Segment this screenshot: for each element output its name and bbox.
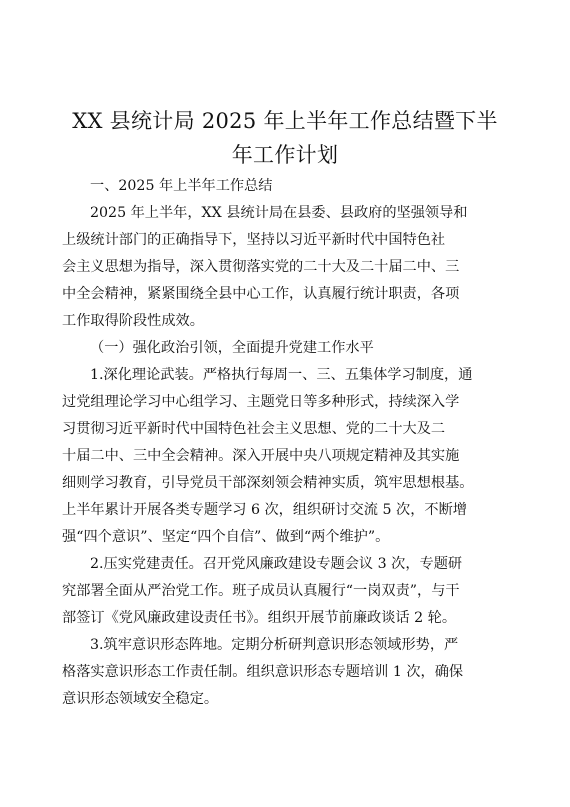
paragraph-line: 十届二中、三中全会精神。深入开展中央八项规定精神及其实施 — [62, 448, 460, 464]
paragraph-line: 会主义思想为指导，深入贯彻落实党的二十大及二十届二中、三 — [62, 259, 460, 275]
paragraph-line: 上半年累计开展各类专题学习 6 次，组织研讨交流 5 次，不断增 — [62, 502, 467, 518]
paragraph-line: 1.深化理论武装。严格执行每周一、三、五集体学习制度，通 — [90, 367, 473, 383]
section-heading-1: 一、2025 年上半年工作总结 — [90, 178, 273, 194]
title-line-1: XX 县统计局 2025 年上半年工作总结暨下半 — [72, 109, 498, 133]
paragraph-line: 强“四个意识”、坚定“四个自信”、做到“两个维护”。 — [62, 529, 390, 545]
paragraph-line: 过党组理论学习中心组学习、主题党日等多种形式，持续深入学 — [62, 394, 460, 410]
paragraph-line: 中全会精神，紧紧围绕全县中心工作，认真履行统计职责，各项 — [62, 286, 460, 302]
paragraph-line: 究部署全面从严治党工作。班子成员认真履行“一岗双责”，与干 — [62, 583, 460, 599]
paragraph-line: 2.压实党建责任。召开党风廉政建设专题会议 3 次，专题研 — [90, 556, 463, 572]
paragraph-line: 细则学习教育，引导党员干部深刻领会精神实质，筑牢思想根基。 — [62, 475, 474, 491]
paragraph-line: 习贯彻习近平新时代中国特色社会主义思想、党的二十大及二 — [62, 421, 446, 437]
document-title — [60, 104, 510, 172]
paragraph-line: 格落实意识形态工作责任制。组织意识形态专题培训 1 次，确保 — [62, 664, 464, 680]
paragraph-line: 工作取得阶段性成效。 — [62, 313, 204, 329]
paragraph-line: 2025 年上半年，XX 县统计局在县委、县政府的坚强领导和 — [90, 205, 468, 221]
paragraph-line: 上级统计部门的正确指导下，坚持以习近平新时代中国特色社 — [62, 232, 446, 248]
paragraph-line: 意识形态领域安全稳定。 — [62, 691, 219, 707]
paragraph-line: 部签订《党风廉政建设责任书》。组织开展节前廉政谈话 2 轮。 — [62, 610, 457, 626]
subsection-heading-1: （一）强化政治引领，全面提升党建工作水平 — [90, 340, 374, 356]
paragraph-line: 3.筑牢意识形态阵地。定期分析研判意识形态领域形势，严 — [90, 637, 459, 653]
title-line-2: 年工作计划 — [231, 143, 339, 167]
